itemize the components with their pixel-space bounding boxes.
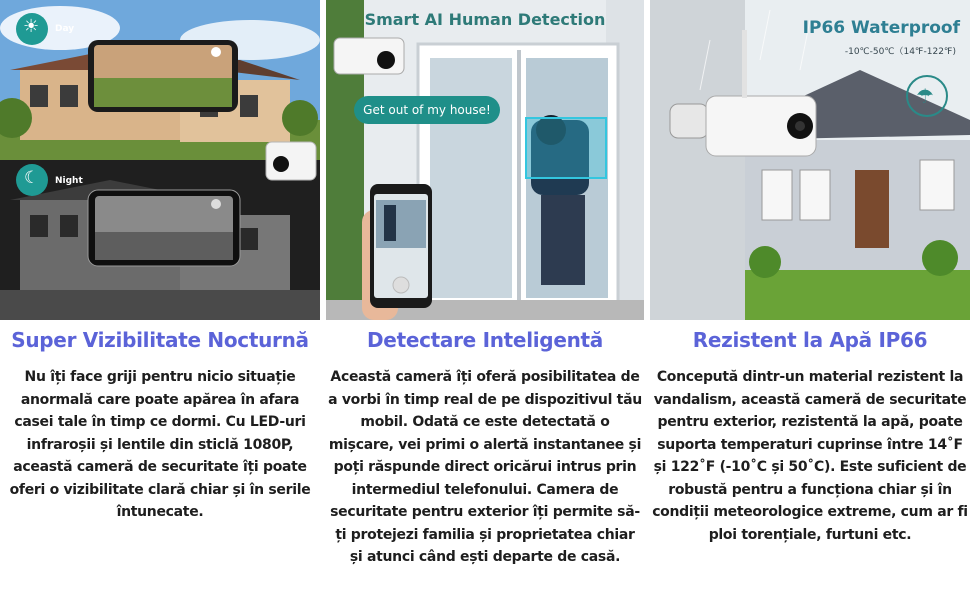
waterproof-panel — [650, 0, 970, 600]
speech-bubble: Get out of my house! — [354, 96, 500, 124]
human-detection-image — [326, 0, 644, 320]
night-vision-panel — [0, 0, 320, 600]
heading-night-vision: Super Vizibilitate Nocturnă — [11, 328, 309, 352]
heading-detection: Detectare Inteligentă — [367, 328, 603, 352]
title-waterproof: IP66 Waterproof — [802, 18, 960, 38]
text-detection: Această cameră îți oferă posibilitatea de a vorbi în timp real de pe dispozitivul tău mobil. Odată ce este detectată o mișcare, vei primi o alertă instantanee și poți răspunde direct oricărui intrus prin intermediul telefonului. Camera de securitate pentru exterior îți permite să-ți protejezi familia și proprietatea chiar și atunci când ești departe de casă. — [328, 369, 642, 565]
day-night-image — [0, 0, 320, 320]
detection-panel — [326, 0, 644, 600]
text-waterproof: Concepută dintr-un material rezistent la vandalism, această cameră de securitate pentru exterior, rezistentă la apă, poate suporta temperaturi cuprinse între 14˚F și 122˚F (-10˚C și 50˚C). Este suficient de robustă pentru a funcționa chiar și în condiții meteorologice extreme, cum ar fi ploi torențiale, furtuni etc. — [652, 369, 968, 543]
heading-waterproof: Rezistent la Apă IP66 — [692, 328, 928, 352]
sun-icon: ☀ — [23, 16, 40, 36]
text-night-vision: Nu îți face griji pentru nicio situație anormală care poate apărea în afara casei tale în timp ce dormi. Cu LED-uri infraroșii și lentile din sticlă 1080P, această cameră de securitate îți poate oferi o vizibilitate clară chiar și în serile întunecate. — [9, 369, 311, 520]
moon-icon: ☾ — [24, 168, 40, 187]
waterproof-image — [650, 0, 970, 320]
badge-night: Night — [55, 176, 83, 186]
title-human-detection: Smart AI Human Detection — [364, 10, 606, 29]
badge-day: Day — [55, 24, 75, 34]
umbrella-icon: ☂ — [916, 86, 934, 108]
temperature-range: -10℃-50℃（14℉-122℉) — [844, 47, 956, 57]
